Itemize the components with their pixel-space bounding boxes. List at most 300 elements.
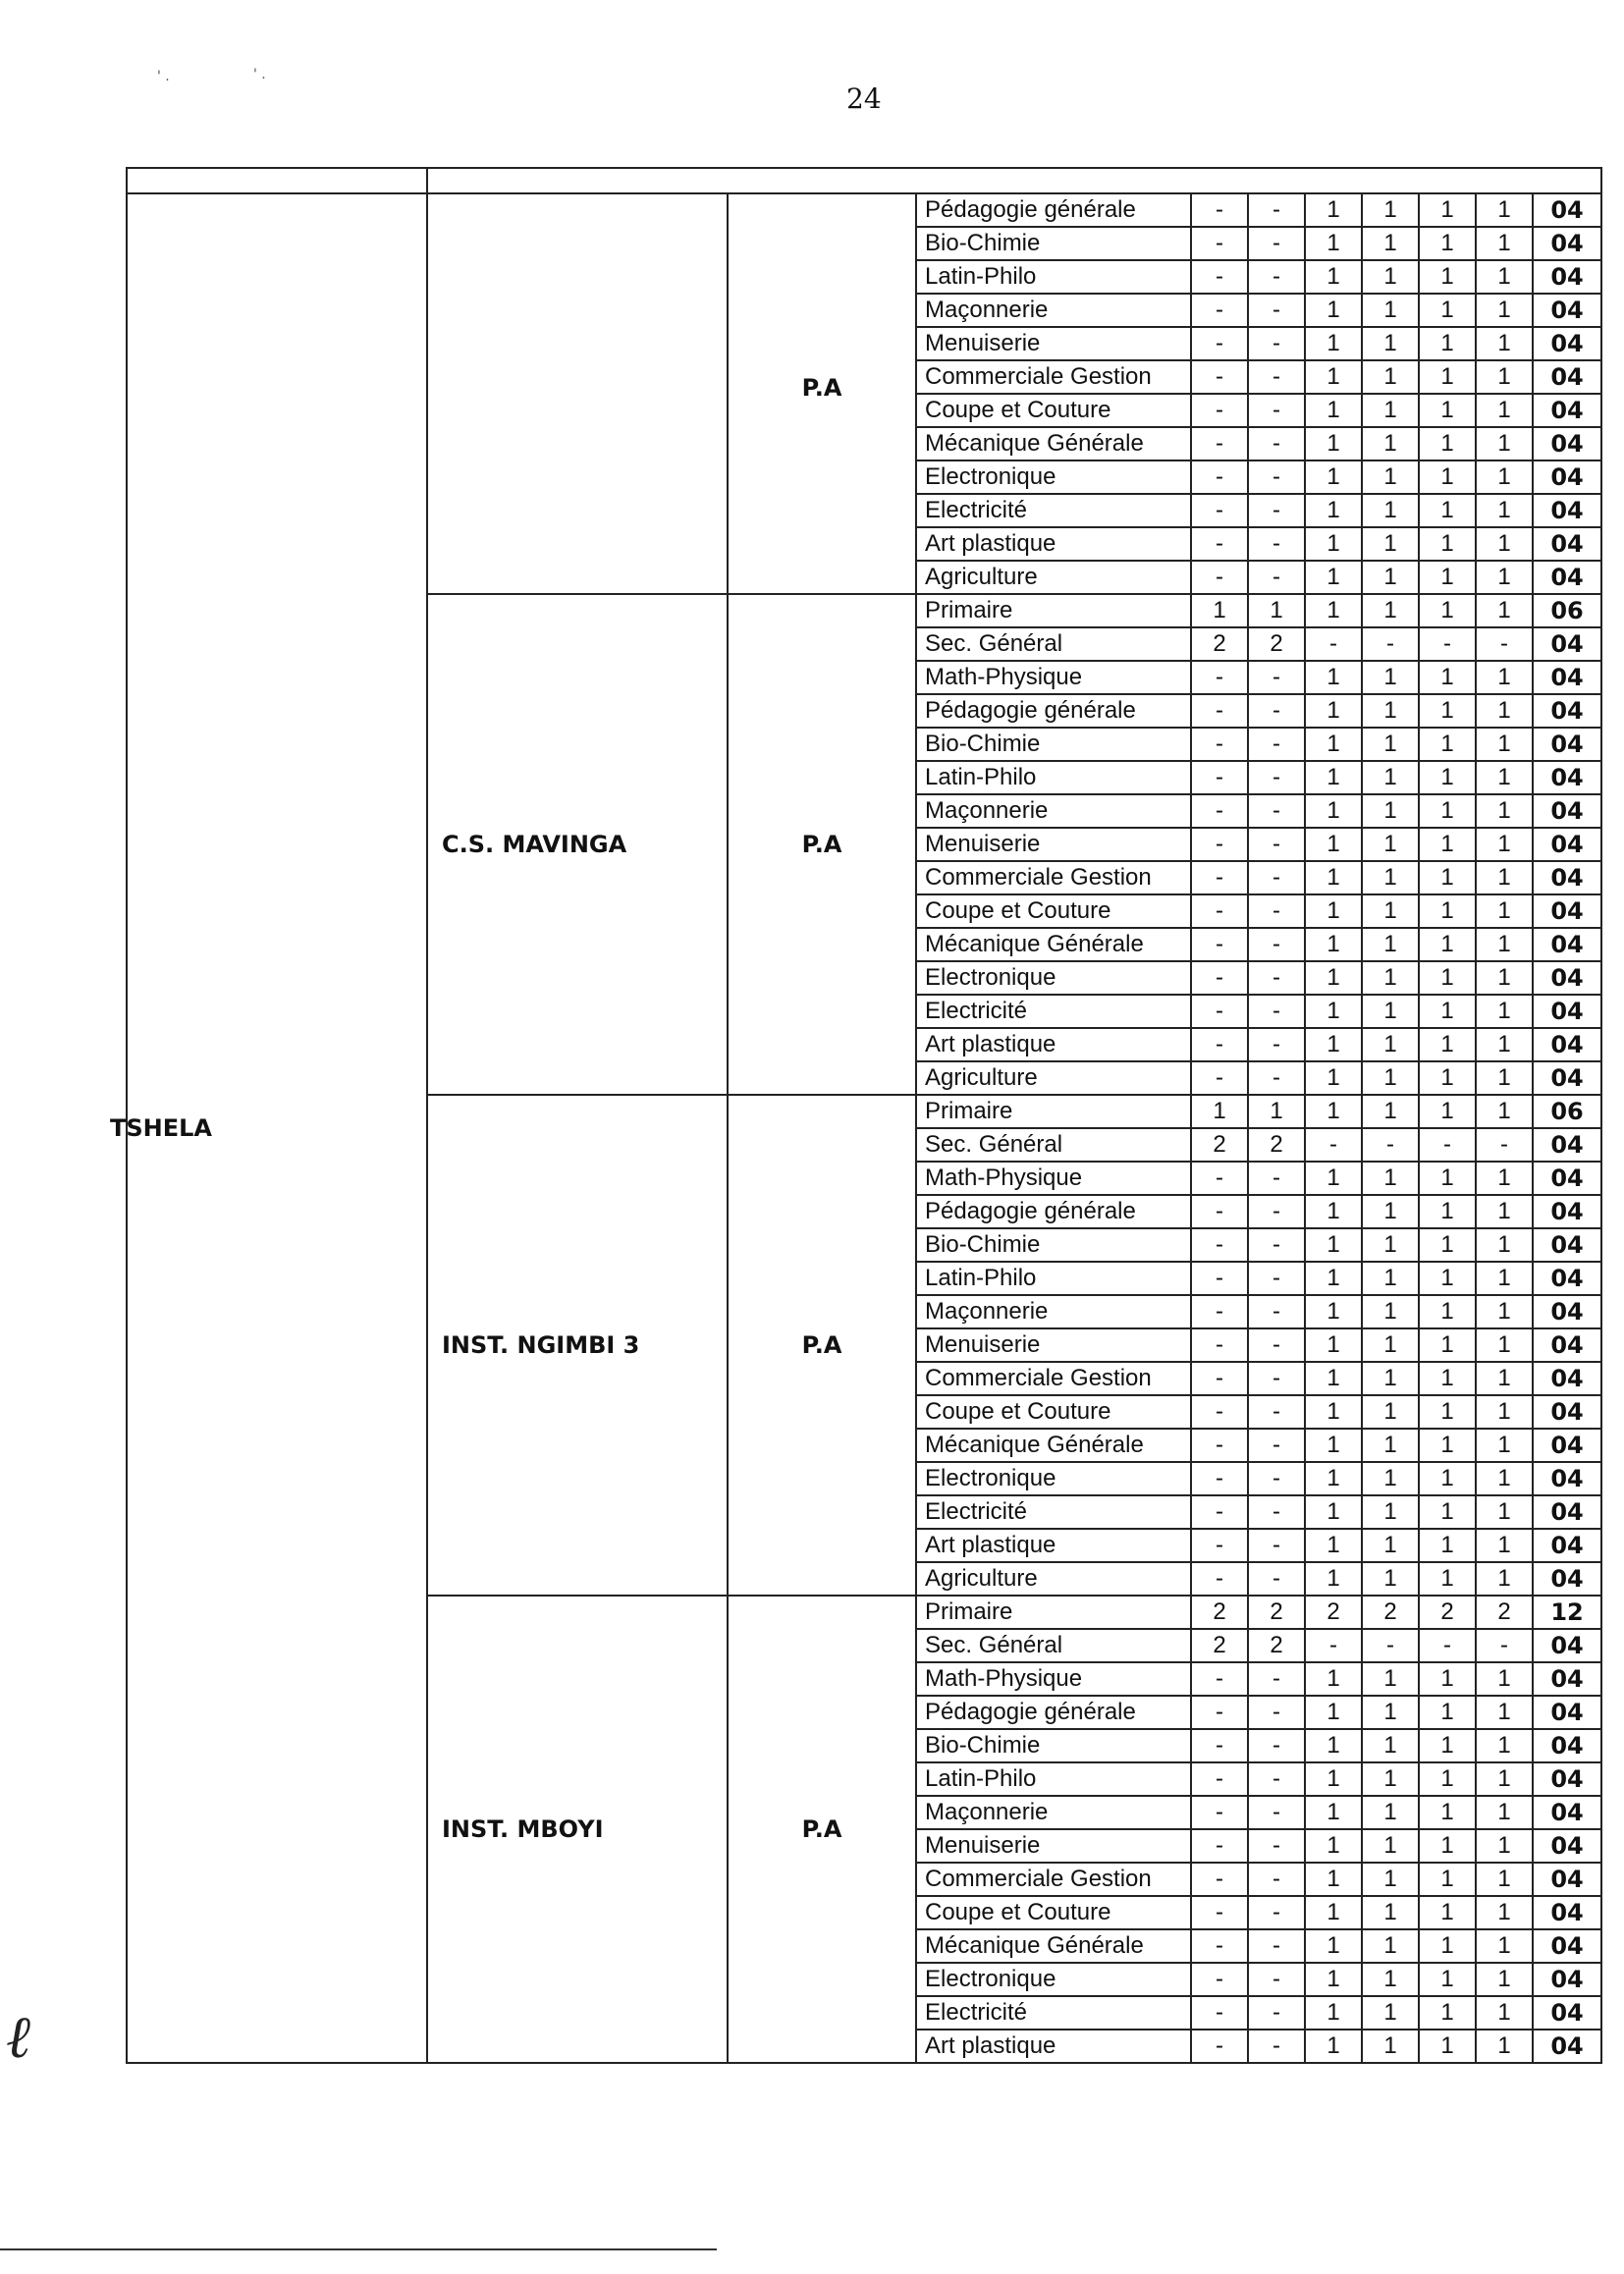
subject-cell: Maçonnerie (916, 294, 1191, 327)
value-cell: - (1248, 1963, 1305, 1996)
value-cell: 1 (1362, 1863, 1419, 1896)
value-cell: 1 (1362, 1662, 1419, 1696)
value-cell: 1 (1476, 1495, 1533, 1529)
header-cell (427, 168, 1601, 193)
value-cell: - (1248, 1295, 1305, 1328)
value-cell: - (1191, 1996, 1248, 2030)
value-cell: 1 (1362, 1395, 1419, 1429)
value-cell: 1 (1419, 227, 1476, 260)
value-cell: 1 (1305, 394, 1362, 427)
value-cell: - (1191, 427, 1248, 460)
value-cell: 1 (1305, 1863, 1362, 1896)
value-cell: - (1248, 1195, 1305, 1228)
value-cell: 1 (1305, 1762, 1362, 1796)
value-cell: 1 (1419, 1729, 1476, 1762)
value-cell: 1 (1476, 1896, 1533, 1929)
value-cell: - (1191, 1495, 1248, 1529)
value-cell: - (1248, 227, 1305, 260)
total-cell: 04 (1533, 1762, 1601, 1796)
total-cell: 04 (1533, 561, 1601, 594)
value-cell: 2 (1362, 1596, 1419, 1629)
value-cell: - (1191, 1395, 1248, 1429)
subject-cell: Electronique (916, 460, 1191, 494)
value-cell: - (1248, 1429, 1305, 1462)
value-cell: - (1248, 1462, 1305, 1495)
value-cell: - (1191, 294, 1248, 327)
value-cell: 1 (1476, 1095, 1533, 1128)
value-cell: - (1362, 1128, 1419, 1162)
value-cell: 1 (1419, 1762, 1476, 1796)
value-cell: 1 (1419, 1462, 1476, 1495)
value-cell: 1 (1362, 394, 1419, 427)
value-cell: - (1248, 1228, 1305, 1262)
subject-cell: Commerciale Gestion (916, 1863, 1191, 1896)
value-cell: 1 (1362, 1529, 1419, 1562)
total-cell: 04 (1533, 460, 1601, 494)
subject-cell: Mécanique Générale (916, 928, 1191, 961)
value-cell: 1 (1476, 1328, 1533, 1362)
value-cell: - (1191, 1662, 1248, 1696)
value-cell: 1 (1305, 794, 1362, 828)
subject-cell: Commerciale Gestion (916, 861, 1191, 894)
value-cell: 1 (1419, 928, 1476, 961)
value-cell: 1 (1305, 460, 1362, 494)
value-cell: 1 (1362, 1696, 1419, 1729)
value-cell: 1 (1419, 1829, 1476, 1863)
value-cell: 1 (1362, 761, 1419, 794)
value-cell: 1 (1362, 1061, 1419, 1095)
total-cell: 04 (1533, 1529, 1601, 1562)
value-cell: 1 (1476, 1762, 1533, 1796)
value-cell: 1 (1419, 894, 1476, 928)
value-cell: - (1191, 1362, 1248, 1395)
value-cell: 1 (1362, 327, 1419, 360)
value-cell: 1 (1305, 1061, 1362, 1095)
value-cell: 1 (1476, 661, 1533, 694)
total-cell: 04 (1533, 728, 1601, 761)
header-cell (127, 168, 427, 193)
value-cell: 1 (1419, 427, 1476, 460)
value-cell: 1 (1362, 1328, 1419, 1362)
value-cell: - (1191, 1896, 1248, 1929)
value-cell: 1 (1419, 661, 1476, 694)
value-cell: 1 (1362, 961, 1419, 995)
value-cell: 1 (1305, 928, 1362, 961)
value-cell: - (1191, 1162, 1248, 1195)
value-cell: 1 (1419, 527, 1476, 561)
subject-cell: Bio-Chimie (916, 1729, 1191, 1762)
value-cell: 1 (1362, 427, 1419, 460)
value-cell: 1 (1419, 561, 1476, 594)
value-cell: 1 (1419, 260, 1476, 294)
value-cell: - (1191, 1462, 1248, 1495)
value-cell: 1 (1419, 1562, 1476, 1596)
subject-cell: Agriculture (916, 561, 1191, 594)
value-cell: 1 (1476, 460, 1533, 494)
total-cell: 04 (1533, 193, 1601, 227)
total-cell: 04 (1533, 1162, 1601, 1195)
value-cell: 1 (1476, 1028, 1533, 1061)
value-cell: 1 (1362, 1963, 1419, 1996)
total-cell: 04 (1533, 861, 1601, 894)
value-cell: - (1191, 1061, 1248, 1095)
value-cell: - (1248, 995, 1305, 1028)
value-cell: - (1362, 1629, 1419, 1662)
total-cell: 04 (1533, 1896, 1601, 1929)
value-cell: - (1476, 1128, 1533, 1162)
value-cell: 1 (1476, 928, 1533, 961)
value-cell: 1 (1305, 193, 1362, 227)
subject-cell: Sec. Général (916, 1629, 1191, 1662)
value-cell: - (1191, 694, 1248, 728)
value-cell: 1 (1362, 1462, 1419, 1495)
value-cell: - (1191, 1529, 1248, 1562)
value-cell: 1 (1305, 360, 1362, 394)
value-cell: 1 (1362, 1729, 1419, 1762)
value-cell: 1 (1305, 661, 1362, 694)
value-cell: 1 (1476, 1195, 1533, 1228)
value-cell: 1 (1476, 594, 1533, 627)
value-cell: 1 (1476, 1796, 1533, 1829)
subject-cell: Coupe et Couture (916, 1395, 1191, 1429)
value-cell: 2 (1248, 1629, 1305, 1662)
value-cell: 1 (1362, 494, 1419, 527)
value-cell: 1 (1476, 561, 1533, 594)
value-cell: 1 (1419, 1495, 1476, 1529)
table-row (127, 193, 1601, 227)
subject-cell: Electronique (916, 1462, 1191, 1495)
value-cell: - (1248, 1729, 1305, 1762)
total-cell: 04 (1533, 1996, 1601, 2030)
value-cell: - (1476, 627, 1533, 661)
value-cell: - (1191, 961, 1248, 995)
value-cell: 1 (1305, 1262, 1362, 1295)
value-cell: 1 (1362, 1762, 1419, 1796)
total-cell: 04 (1533, 227, 1601, 260)
value-cell: 1 (1476, 260, 1533, 294)
subject-cell: Electricité (916, 494, 1191, 527)
subject-cell: Math-Physique (916, 1662, 1191, 1696)
value-cell: 1 (1476, 394, 1533, 427)
subject-cell: Bio-Chimie (916, 1228, 1191, 1262)
value-cell: 2 (1191, 1596, 1248, 1629)
total-cell: 04 (1533, 1462, 1601, 1495)
value-cell: 1 (1476, 2030, 1533, 2063)
value-cell: 1 (1419, 694, 1476, 728)
value-cell: 1 (1305, 1996, 1362, 2030)
margin-handwritten-mark: ℓ (6, 2003, 30, 2072)
subject-cell: Sec. Général (916, 1128, 1191, 1162)
total-cell: 04 (1533, 1963, 1601, 1996)
subject-cell: Primaire (916, 1596, 1191, 1629)
value-cell: 1 (1476, 1061, 1533, 1095)
value-cell: - (1248, 1495, 1305, 1529)
value-cell: 1 (1305, 1295, 1362, 1328)
value-cell: 1 (1419, 1028, 1476, 1061)
table-header-row (127, 168, 1601, 193)
total-cell: 04 (1533, 1729, 1601, 1762)
value-cell: - (1191, 1863, 1248, 1896)
value-cell: 1 (1362, 728, 1419, 761)
value-cell: - (1419, 1128, 1476, 1162)
value-cell: - (1191, 1729, 1248, 1762)
program-cell: P.A (728, 1596, 916, 2063)
value-cell: 1 (1419, 594, 1476, 627)
value-cell: - (1191, 460, 1248, 494)
value-cell: - (1191, 861, 1248, 894)
subject-cell: Primaire (916, 1095, 1191, 1128)
total-cell: 04 (1533, 1696, 1601, 1729)
value-cell: 1 (1362, 260, 1419, 294)
value-cell: - (1248, 761, 1305, 794)
value-cell: 1 (1305, 694, 1362, 728)
value-cell: 1 (1419, 1796, 1476, 1829)
value-cell: 1 (1419, 1061, 1476, 1095)
value-cell: 1 (1305, 1896, 1362, 1929)
value-cell: 1 (1476, 694, 1533, 728)
school-cell: INST. MBOYI (427, 1596, 728, 2063)
value-cell: 1 (1305, 494, 1362, 527)
value-cell: 1 (1305, 327, 1362, 360)
value-cell: 1 (1476, 728, 1533, 761)
page-number: 24 (846, 82, 882, 115)
value-cell: 1 (1362, 1495, 1419, 1529)
total-cell: 04 (1533, 1362, 1601, 1395)
total-cell: 04 (1533, 1629, 1601, 1662)
value-cell: 1 (1362, 1896, 1419, 1929)
value-cell: 2 (1419, 1596, 1476, 1629)
value-cell: 1 (1362, 1228, 1419, 1262)
value-cell: - (1191, 1796, 1248, 1829)
value-cell: 1 (1362, 661, 1419, 694)
value-cell: - (1248, 728, 1305, 761)
value-cell: 1 (1305, 1328, 1362, 1362)
value-cell: 1 (1305, 1729, 1362, 1762)
value-cell: 1 (1419, 360, 1476, 394)
value-cell: 1 (1476, 1362, 1533, 1395)
program-cell: P.A (728, 193, 916, 594)
value-cell: 1 (1419, 861, 1476, 894)
value-cell: - (1248, 1328, 1305, 1362)
value-cell: 1 (1419, 294, 1476, 327)
value-cell: 1 (1419, 1228, 1476, 1262)
value-cell: - (1248, 527, 1305, 561)
value-cell: 1 (1305, 1529, 1362, 1562)
value-cell: - (1191, 1562, 1248, 1596)
value-cell: 1 (1362, 1028, 1419, 1061)
value-cell: - (1191, 1195, 1248, 1228)
value-cell: - (1191, 761, 1248, 794)
subject-cell: Maçonnerie (916, 1796, 1191, 1829)
value-cell: - (1248, 1863, 1305, 1896)
scan-speck: ' . (157, 69, 170, 84)
subject-cell: Menuiserie (916, 1829, 1191, 1863)
value-cell: - (1248, 1696, 1305, 1729)
value-cell: - (1191, 1963, 1248, 1996)
value-cell: 1 (1476, 1729, 1533, 1762)
total-cell: 04 (1533, 1128, 1601, 1162)
value-cell: 1 (1476, 961, 1533, 995)
subject-cell: Sec. Général (916, 627, 1191, 661)
subject-cell: Menuiserie (916, 1328, 1191, 1362)
subject-cell: Commerciale Gestion (916, 1362, 1191, 1395)
value-cell: 1 (1419, 794, 1476, 828)
value-cell: - (1305, 1128, 1362, 1162)
total-cell: 06 (1533, 1095, 1601, 1128)
value-cell: 1 (1305, 1228, 1362, 1262)
value-cell: 1 (1476, 1462, 1533, 1495)
value-cell: 1 (1419, 828, 1476, 861)
subject-cell: Electricité (916, 995, 1191, 1028)
value-cell: - (1191, 1829, 1248, 1863)
value-cell: 1 (1476, 1228, 1533, 1262)
allocation-table (110, 167, 1602, 2064)
value-cell: 1 (1362, 1362, 1419, 1395)
value-cell: 1 (1476, 527, 1533, 561)
value-cell: 1 (1419, 2030, 1476, 2063)
value-cell: - (1248, 1662, 1305, 1696)
value-cell: 1 (1362, 1829, 1419, 1863)
value-cell: - (1248, 193, 1305, 227)
value-cell: 1 (1362, 227, 1419, 260)
value-cell: 1 (1362, 527, 1419, 561)
value-cell: 1 (1476, 1863, 1533, 1896)
value-cell: - (1191, 494, 1248, 527)
value-cell: - (1248, 828, 1305, 861)
value-cell: 1 (1362, 193, 1419, 227)
subject-cell: Electricité (916, 1495, 1191, 1529)
total-cell: 04 (1533, 494, 1601, 527)
total-cell: 04 (1533, 327, 1601, 360)
value-cell: 1 (1476, 1262, 1533, 1295)
value-cell: - (1191, 1262, 1248, 1295)
value-cell: 1 (1362, 828, 1419, 861)
value-cell: 1 (1305, 260, 1362, 294)
value-cell: - (1191, 1028, 1248, 1061)
value-cell: 1 (1248, 594, 1305, 627)
value-cell: - (1191, 1429, 1248, 1462)
value-cell: - (1191, 360, 1248, 394)
value-cell: - (1248, 1562, 1305, 1596)
value-cell: 1 (1419, 761, 1476, 794)
subject-cell: Maçonnerie (916, 1295, 1191, 1328)
value-cell: - (1248, 327, 1305, 360)
value-cell: - (1248, 394, 1305, 427)
subject-cell: Latin-Philo (916, 260, 1191, 294)
value-cell: 2 (1248, 627, 1305, 661)
value-cell: 1 (1362, 294, 1419, 327)
value-cell: 1 (1419, 494, 1476, 527)
value-cell: - (1248, 1362, 1305, 1395)
value-cell: 1 (1305, 728, 1362, 761)
value-cell: - (1248, 1028, 1305, 1061)
value-cell: 1 (1419, 1896, 1476, 1929)
value-cell: 1 (1248, 1095, 1305, 1128)
value-cell: - (1191, 1328, 1248, 1362)
value-cell: - (1191, 227, 1248, 260)
subject-cell: Pédagogie générale (916, 1195, 1191, 1228)
program-cell: P.A (728, 1095, 916, 1596)
value-cell: 1 (1419, 1295, 1476, 1328)
school-cell: C.S. MAVINGA (427, 594, 728, 1095)
value-cell: - (1248, 661, 1305, 694)
total-cell: 04 (1533, 794, 1601, 828)
value-cell: 1 (1476, 193, 1533, 227)
value-cell: - (1248, 861, 1305, 894)
value-cell: 1 (1476, 494, 1533, 527)
value-cell: 1 (1419, 460, 1476, 494)
value-cell: 1 (1362, 928, 1419, 961)
value-cell: - (1248, 928, 1305, 961)
value-cell: 1 (1419, 1095, 1476, 1128)
value-cell: - (1248, 1996, 1305, 2030)
value-cell: - (1419, 1629, 1476, 1662)
subject-cell: Electronique (916, 961, 1191, 995)
total-cell: 06 (1533, 594, 1601, 627)
total-cell: 04 (1533, 1863, 1601, 1896)
value-cell: 1 (1476, 894, 1533, 928)
value-cell: 1 (1476, 1963, 1533, 1996)
value-cell: - (1191, 2030, 1248, 2063)
value-cell: - (1305, 1629, 1362, 1662)
value-cell: - (1248, 260, 1305, 294)
value-cell: 1 (1419, 995, 1476, 1028)
value-cell: 1 (1305, 1796, 1362, 1829)
value-cell: - (1362, 627, 1419, 661)
value-cell: - (1248, 1529, 1305, 1562)
value-cell: 1 (1476, 427, 1533, 460)
value-cell: 1 (1305, 995, 1362, 1028)
total-cell: 04 (1533, 694, 1601, 728)
value-cell: 1 (1419, 1696, 1476, 1729)
total-cell: 04 (1533, 1328, 1601, 1362)
subject-cell: Primaire (916, 594, 1191, 627)
value-cell: - (1191, 661, 1248, 694)
total-cell: 04 (1533, 894, 1601, 928)
value-cell: 1 (1419, 394, 1476, 427)
total-cell: 04 (1533, 1195, 1601, 1228)
subject-cell: Pédagogie générale (916, 193, 1191, 227)
total-cell: 04 (1533, 1796, 1601, 1829)
value-cell: 2 (1191, 1629, 1248, 1662)
subject-cell: Menuiserie (916, 828, 1191, 861)
value-cell: 2 (1248, 1596, 1305, 1629)
scan-speck: ' . (253, 67, 266, 82)
value-cell: - (1191, 260, 1248, 294)
value-cell: - (1191, 1929, 1248, 1963)
value-cell: 1 (1305, 1362, 1362, 1395)
value-cell: 1 (1305, 294, 1362, 327)
value-cell: 1 (1362, 2030, 1419, 2063)
value-cell: 1 (1476, 995, 1533, 1028)
value-cell: 1 (1476, 1395, 1533, 1429)
value-cell: - (1248, 1829, 1305, 1863)
subject-cell: Latin-Philo (916, 761, 1191, 794)
value-cell: - (1248, 1796, 1305, 1829)
subject-cell: Commerciale Gestion (916, 360, 1191, 394)
subject-cell: Maçonnerie (916, 794, 1191, 828)
value-cell: 1 (1476, 1929, 1533, 1963)
subject-cell: Mécanique Générale (916, 1429, 1191, 1462)
subject-cell: Mécanique Générale (916, 1929, 1191, 1963)
total-cell: 04 (1533, 828, 1601, 861)
subject-cell: Art plastique (916, 527, 1191, 561)
value-cell: - (1248, 1896, 1305, 1929)
total-cell: 04 (1533, 294, 1601, 327)
value-cell: 1 (1305, 1429, 1362, 1462)
value-cell: 1 (1362, 1162, 1419, 1195)
value-cell: 1 (1476, 360, 1533, 394)
